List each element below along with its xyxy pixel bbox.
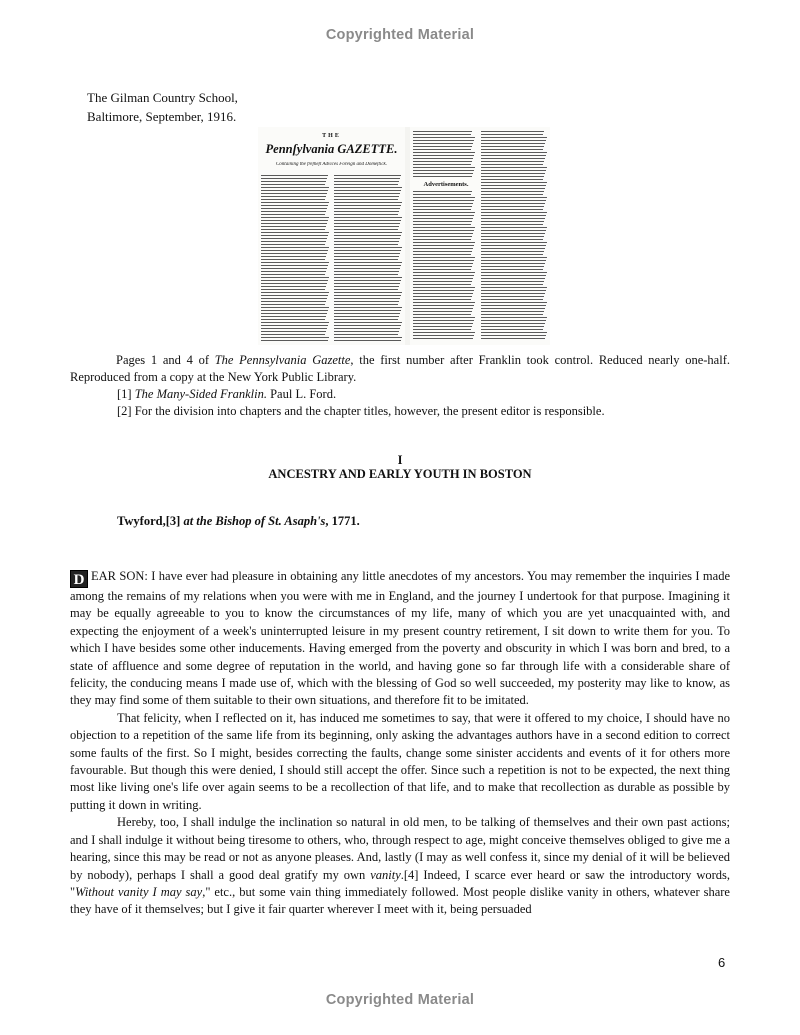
newspaper-text-line <box>413 218 473 219</box>
newspaper-text-line <box>261 325 328 326</box>
newspaper-text-line <box>413 212 475 213</box>
newspaper-text-line <box>481 275 546 276</box>
newspaper-text-line <box>413 242 475 243</box>
newspaper-text-line <box>261 340 328 341</box>
newspaper-text-line <box>261 292 329 293</box>
newspaper-text-line <box>334 301 399 302</box>
newspaper-text-line <box>481 284 543 285</box>
newspaper-text-line <box>481 326 544 327</box>
newspaper-text-line <box>334 256 399 257</box>
newspaper-text-line <box>481 170 546 171</box>
chapter-number: I <box>397 453 403 467</box>
newspaper-text-line <box>334 241 399 242</box>
newspaper-text-line <box>413 137 475 138</box>
newspaper-text-line <box>334 247 402 248</box>
newspaper-text-line <box>481 134 543 135</box>
newspaper-text-line <box>413 149 471 150</box>
newspaper-text-line <box>261 334 325 335</box>
newspaper-text-line <box>334 316 399 317</box>
paragraph-3: Hereby, too, I shall indulge the inclination so natural in old men, to be talking of themselves and their own past actions; and I shall indulge it without being tiresome to others, who, through respect to age, might conceive themselves obliged to give me a hearing, since this may be read or not as anyone pleases. And, lastly (I may as well confess it, since my denial of it will be believed by nobody), perhaps I shall a good deal gratify my own vanity.[4] Indeed, I scarce ever heard or saw the introductory words, "Without vanity I may say," etc., but some vain thing immediately followed. Most people dislike vanity in others, whatever share they have of it themselves; but I give it fair quarter wherever I meet with it, being persuaded <box>70 815 730 917</box>
newspaper-text-line <box>481 254 543 255</box>
caption-title: The Pennsylvania Gazette <box>214 353 351 367</box>
newspaper-text-line <box>261 265 328 266</box>
newspaper-text-line <box>481 152 547 153</box>
newspaper-text-line <box>413 311 472 312</box>
newspaper-text-line <box>413 254 471 255</box>
newspaper-text-line <box>481 194 543 195</box>
newspaper-text-line <box>481 155 546 156</box>
newspaper-text-line <box>481 143 545 144</box>
newspaper-text-line <box>261 331 326 332</box>
newspaper-the: THE <box>322 133 341 139</box>
page-number: 6 <box>718 955 726 970</box>
body-text <box>70 568 730 919</box>
newspaper-subtitle: Containing the freſheſt Advices Foreign and Domeſtick. <box>275 162 388 167</box>
newspaper-text-line <box>413 281 472 282</box>
newspaper-text-line <box>481 131 544 132</box>
newspaper-text-line <box>334 190 401 191</box>
newspaper-text-line <box>334 196 399 197</box>
newspaper-text-line <box>481 293 545 294</box>
newspaper-text-line <box>413 167 475 168</box>
newspaper-text-line <box>481 182 547 183</box>
newspaper-text-line <box>334 193 400 194</box>
newspaper-text-line <box>413 161 472 162</box>
newspaper-text-line <box>413 206 472 207</box>
newspaper-text-line <box>413 224 471 225</box>
newspaper-text-line <box>481 164 543 165</box>
newspaper-text-line <box>481 227 547 228</box>
newspaper-text-line <box>413 176 472 177</box>
newspaper-text-line <box>261 175 328 176</box>
newspaper-text-line <box>334 268 400 269</box>
newspaper-text-line <box>481 299 543 300</box>
newspaper-text-line <box>261 178 327 179</box>
newspaper-text-line <box>413 173 473 174</box>
newspaper-text-line <box>413 215 474 216</box>
newspaper-text-line <box>413 278 473 279</box>
newspaper-text-line <box>481 176 544 177</box>
newspaper-text-line <box>261 337 329 338</box>
newspaper-text-line <box>261 199 325 200</box>
newspaper-text-line <box>334 178 400 179</box>
newspaper-text-line <box>481 239 543 240</box>
newspaper-text-line <box>334 217 402 218</box>
newspaper-text-line <box>413 275 474 276</box>
newspaper-text-line <box>261 253 327 254</box>
newspaper-text-line <box>261 235 328 236</box>
chapter-title: ANCESTRY AND EARLY YOUTH IN BOSTON <box>268 467 532 481</box>
newspaper-text-line <box>481 200 546 201</box>
newspaper-text-line <box>261 229 325 230</box>
newspaper-text-line <box>481 320 546 321</box>
newspaper-text-line <box>261 328 327 329</box>
newspaper-text-line <box>413 308 473 309</box>
newspaper-text-line <box>334 331 399 332</box>
newspaper-text-line <box>334 211 399 212</box>
newspaper-text-line <box>481 317 547 318</box>
newspaper-text-line <box>481 173 545 174</box>
dedication-date: Baltimore, September, 1916. <box>87 109 237 124</box>
newspaper-text-line <box>261 220 328 221</box>
newspaper-text-line <box>481 212 547 213</box>
newspaper-text-line <box>334 220 401 221</box>
newspaper-text-line <box>261 256 326 257</box>
newspaper-text-line <box>334 229 398 230</box>
newspaper-text-line <box>334 271 399 272</box>
newspaper-text-line <box>413 191 472 192</box>
newspaper-text-line <box>261 202 329 203</box>
newspaper-text-line <box>481 263 545 264</box>
newspaper-text-line <box>481 203 545 204</box>
newspaper-text-line <box>261 298 327 299</box>
newspaper-text-line <box>261 259 325 260</box>
newspaper-text-line <box>261 268 327 269</box>
newspaper-text-line <box>413 203 473 204</box>
newspaper-text-line <box>334 226 399 227</box>
newspaper-text-line <box>334 283 400 284</box>
newspaper-text-line <box>334 277 402 278</box>
newspaper-text-line <box>261 208 327 209</box>
newspaper-text-line <box>481 266 544 267</box>
newspaper-text-line <box>334 340 401 341</box>
newspaper-text-line <box>481 251 544 252</box>
newspaper-text-line <box>481 260 546 261</box>
newspaper-text-line <box>261 274 325 275</box>
newspaper-text-line <box>261 244 325 245</box>
newspaper-text-line <box>481 230 546 231</box>
copyright-watermark-top: Copyrighted Material <box>325 27 475 43</box>
newspaper-text-line <box>481 329 543 330</box>
newspaper-text-line <box>261 211 326 212</box>
newspaper-text-line <box>481 311 544 312</box>
newspaper-text-line <box>261 190 328 191</box>
newspaper-text-line <box>334 337 402 338</box>
figure-caption: Pages 1 and 4 of The Pennsylvania Gazette, the first number after Franklin took control. Reduced nearly one-half. Reproduced from a copy at the New York Public Library. <box>70 353 730 384</box>
newspaper-text-line <box>261 277 329 278</box>
newspaper-text-line <box>334 298 400 299</box>
newspaper-text-line <box>413 335 474 336</box>
newspaper-text-line <box>261 313 327 314</box>
newspaper-text-line <box>261 316 326 317</box>
newspaper-text-line <box>261 193 327 194</box>
newspaper-text-line <box>481 161 544 162</box>
newspaper-text-line <box>334 328 400 329</box>
newspaper-text-line <box>261 250 328 251</box>
newspaper-text-line <box>413 338 473 339</box>
newspaper-text-line <box>334 214 398 215</box>
newspaper-text-line <box>481 302 547 303</box>
newspaper-text-line <box>481 278 545 279</box>
newspaper-text-line <box>413 263 473 264</box>
newspaper-text-line <box>481 149 543 150</box>
newspaper-text-line <box>334 187 402 188</box>
newspaper-text-line <box>334 250 401 251</box>
newspaper-text-line <box>413 209 471 210</box>
newspaper-text-line <box>413 200 474 201</box>
newspaper-text-line <box>413 239 471 240</box>
newspaper-text-line <box>261 238 327 239</box>
newspaper-text-line <box>481 137 547 138</box>
newspaper-text-line <box>261 205 328 206</box>
newspaper-text-line <box>413 155 474 156</box>
newspaper-text-line <box>481 323 545 324</box>
newspaper-text-line <box>481 158 545 159</box>
newspaper-text-line <box>334 253 400 254</box>
newspaper-text-line <box>413 269 471 270</box>
newspaper-text-line <box>481 185 546 186</box>
newspaper-text-line <box>261 307 329 308</box>
newspaper-text-line <box>334 175 401 176</box>
newspaper-text-line <box>413 236 472 237</box>
newspaper-text-line <box>481 233 545 234</box>
newspaper-text-line <box>334 205 401 206</box>
newspaper-text-line <box>261 181 326 182</box>
newspaper-text-line <box>481 290 546 291</box>
newspaper-text-line <box>413 329 471 330</box>
newspaper-text-line <box>334 181 399 182</box>
newspaper-text-line <box>413 248 473 249</box>
newspaper-text-line <box>481 209 543 210</box>
newspaper-text-line <box>481 338 545 339</box>
newspaper-text-line <box>413 332 475 333</box>
newspaper-text-line <box>413 272 475 273</box>
newspaper-text-line <box>334 259 398 260</box>
newspaper-text-line <box>334 319 398 320</box>
newspaper-text-line <box>481 140 546 141</box>
newspaper-text-line <box>334 334 398 335</box>
copyright-watermark-bottom: Copyrighted Material <box>325 992 475 1008</box>
newspaper-text-line <box>261 223 327 224</box>
newspaper-text-line <box>413 320 474 321</box>
newspaper-text-line <box>413 143 473 144</box>
newspaper-text-line <box>334 313 400 314</box>
newspaper-text-line <box>413 293 473 294</box>
newspaper-text-line <box>334 244 398 245</box>
newspaper-text-line <box>481 272 547 273</box>
newspaper-text-line <box>261 187 329 188</box>
newspaper-text-line <box>413 146 472 147</box>
newspaper-text-line <box>261 319 325 320</box>
newspaper-text-line <box>413 266 472 267</box>
newspaper-text-line <box>481 179 543 180</box>
newspaper-text-line <box>261 226 326 227</box>
newspaper-text-line <box>481 281 544 282</box>
newspaper-text-line <box>481 248 545 249</box>
newspaper-text-line <box>261 304 325 305</box>
newspaper-text-line <box>261 322 329 323</box>
newspaper-text-line <box>413 197 475 198</box>
newspaper-text-line <box>334 325 401 326</box>
newspaper-text-line <box>261 310 328 311</box>
drop-cap: D <box>70 570 88 588</box>
newspaper-text-line <box>334 202 402 203</box>
newspaper-text-line <box>413 221 472 222</box>
newspaper-text-line <box>261 271 326 272</box>
newspaper-text-line <box>413 245 474 246</box>
letter-location: Twyford,[3] at the Bishop of St. Asaph's, 1771. <box>117 514 360 528</box>
newspaper-text-line <box>334 289 398 290</box>
newspaper-text-line <box>334 307 402 308</box>
newspaper-text-line <box>413 287 475 288</box>
newspaper-text-line <box>413 233 473 234</box>
newspaper-text-line <box>261 196 326 197</box>
newspaper-text-line <box>481 287 547 288</box>
newspaper-text-line <box>334 235 401 236</box>
paragraph-1: D EAR SON: I have ever had pleasure in obtaining any little anecdotes of my ancestors. You may remember the inquiries I made among the remains of my relations when you were with me in England, and the journey I undertook for that purpose. Imagining it may be equally agreeable to you to know the circumstances of my life, many of which you are yet unacquainted with, and expecting the enjoyment of a week's uninterrupted leisure in my present country retirement, I sit down to write them for you. To which I have besides some other inducements. Having emerged from the poverty and obscurity in which I was born and bred, to a state of affluence and some degree of reputation in the world, and having gone so far through life with a considerable share of felicity, the conducing means I made use of, which with the blessing of God so well succeeded, my posterity may like to know, as they may find some of them suitable to their own situations, and therefore fit to be imitated. <box>70 569 730 708</box>
newspaper-text-line <box>261 280 328 281</box>
newspaper-text-line <box>334 208 400 209</box>
newspaper-text-line <box>334 265 401 266</box>
newspaper-text-line <box>481 191 544 192</box>
newspaper-text-line <box>481 269 543 270</box>
newspaper-text-line <box>334 223 400 224</box>
newspaper-text-line <box>481 167 547 168</box>
newspaper-text-line <box>334 262 402 263</box>
newspaper-page-1 <box>258 127 405 345</box>
newspaper-text-line <box>261 241 326 242</box>
newspaper-text-line <box>413 152 475 153</box>
newspaper-text-line <box>334 286 399 287</box>
newspaper-text-line <box>261 214 325 215</box>
newspaper-text-line <box>413 290 474 291</box>
newspaper-text-line <box>481 224 543 225</box>
footnote-2: [2] For the division into chapters and the chapter titles, however, the present editor is responsible. <box>117 404 605 418</box>
newspaper-text-line <box>261 283 327 284</box>
newspaper-text-line <box>413 314 471 315</box>
newspaper-text-line <box>481 221 544 222</box>
newspaper-text-line <box>413 257 475 258</box>
newspaper-text-line <box>261 295 328 296</box>
newspaper-text-line <box>481 305 546 306</box>
newspaper-text-line <box>261 184 325 185</box>
newspaper-text-line <box>481 215 546 216</box>
dedication-block <box>87 88 238 126</box>
newspaper-text-line <box>334 310 401 311</box>
newspaper-text-line <box>481 245 546 246</box>
newspaper-text-line <box>413 131 472 132</box>
newspaper-text-line <box>334 184 398 185</box>
newspaper-text-line <box>413 317 475 318</box>
newspaper-text-line <box>481 197 547 198</box>
newspaper-text-line <box>334 280 401 281</box>
newspaper-text-line <box>413 164 471 165</box>
newspaper-text-line <box>413 227 475 228</box>
newspaper-text-line <box>261 217 329 218</box>
newspaper-text-line <box>413 140 474 141</box>
newspaper-text-line <box>334 322 402 323</box>
newspaper-advertisements: Advertisements. <box>423 181 469 188</box>
newspaper-title: Pennſylvania GAZETTE. <box>265 142 398 156</box>
newspaper-text-line <box>334 292 402 293</box>
newspaper-text-line <box>481 314 543 315</box>
newspaper-text-line <box>334 232 402 233</box>
newspaper-text-line <box>413 326 472 327</box>
newspaper-text-line <box>413 302 475 303</box>
newspaper-text-line <box>481 236 544 237</box>
newspaper-text-line <box>261 286 326 287</box>
newspaper-text-line <box>481 146 544 147</box>
newspaper-text-line <box>481 257 547 258</box>
paragraph-2: That felicity, when I reflected on it, has induced me sometimes to say, that were it offered to my choice, I should have no objection to a repetition of the same life from its beginning, only asking the advantages authors have in a second edition to correct some faults of the first. So I might, besides correcting the faults, change some sinister accidents and events of it for others more favourable. But though this were denied, I should still accept the offer. Since such a repetition is not to be expected, the next thing most like living one's life over again seems to be a recollection of that life, and to make that recollection as durable as possible by putting it down in writing. <box>70 710 730 812</box>
newspaper-text-line <box>413 299 471 300</box>
newspaper-text-line <box>334 238 400 239</box>
newspaper-text-line <box>334 274 398 275</box>
newspaper-text-line <box>413 260 474 261</box>
newspaper-text-line <box>481 308 545 309</box>
newspaper-text-line <box>334 304 398 305</box>
newspaper-text-line <box>413 134 471 135</box>
newspaper-text-line <box>261 262 329 263</box>
newspaper-text-line <box>413 323 473 324</box>
newspaper-text-line <box>334 199 398 200</box>
newspaper-text-line <box>413 296 472 297</box>
newspaper-text-line <box>413 284 471 285</box>
newspaper-text-line <box>481 242 547 243</box>
newspaper-text-line <box>413 194 471 195</box>
newspaper-text-line <box>261 301 326 302</box>
newspaper-text-line <box>413 230 474 231</box>
newspaper-text-line <box>261 289 325 290</box>
newspaper-text-line <box>481 206 544 207</box>
school-name: The Gilman Country School, <box>87 90 238 105</box>
newspaper-text-line <box>413 170 474 171</box>
newspaper-text-line <box>413 305 474 306</box>
newspaper-text-line <box>481 296 544 297</box>
newspaper-text-line <box>261 232 329 233</box>
newspaper-text-line <box>481 188 545 189</box>
newspaper-text-line <box>481 218 545 219</box>
newspaper-text-line <box>413 251 472 252</box>
newspaper-text-line <box>481 335 546 336</box>
footnote-1: [1] The Many-Sided Franklin. Paul L. Ford. <box>117 387 337 401</box>
newspaper-text-line <box>481 332 547 333</box>
newspaper-text-line <box>334 295 401 296</box>
newspaper-image <box>258 127 550 345</box>
newspaper-text-line <box>413 158 473 159</box>
newspaper-text-line <box>261 247 329 248</box>
newspaper-page-4 <box>410 127 550 345</box>
